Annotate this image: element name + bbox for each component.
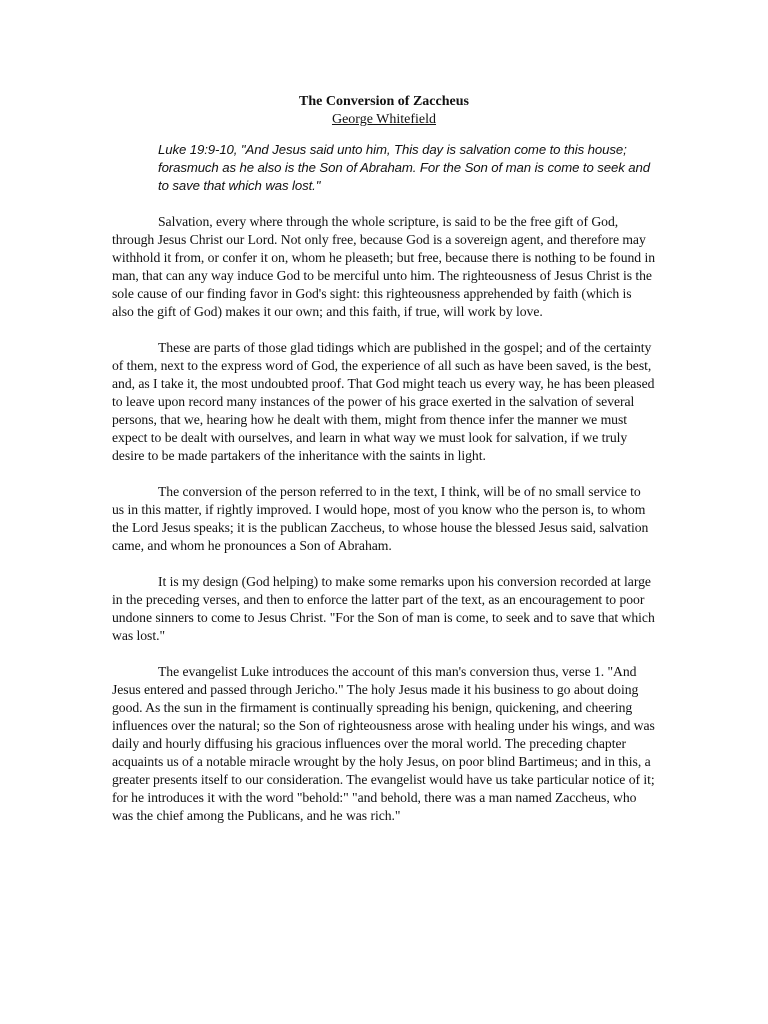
- author-name: George Whitefield: [331, 112, 437, 127]
- document-page: [112, 93, 656, 825]
- body-paragraph: Salvation, every where through the whole scripture, is said to be the free gift of God, through Jesus Christ our Lord. Not only free, because God is a sovereign agent, and therefore may withhold it from, or confer it on, whom he pleaseth; but free, because there is nothing to be found in man, that can any way induce God to be merciful unto him. The righteousness of Jesus Christ is the sole cause of our finding favor in God's sight: this righteousness apprehended by faith (which is also the gift of God) makes it our own; and this faith, if true, will work by love.: [112, 214, 656, 319]
- body-paragraph: The conversion of the person referred to in the text, I think, will be of no small service to us in this matter, if rightly improved. I would hope, most of you know who the person is, to whom the Lord Jesus speaks; it is the publican Zaccheus, to whose house the blessed Jesus said, salvation came, and whom he pronounces a Son of Abraham.: [112, 484, 649, 553]
- body-paragraph: It is my design (God helping) to make some remarks upon his conversion recorded at large in the preceding verses, and then to enforce the latter part of the text, as an encouragement to poor undone sinners to come to Jesus Christ. "For the Son of man is come, to seek and to save that which was lost.": [112, 574, 655, 643]
- scripture-epigraph: Luke 19:9-10, "And Jesus said unto him, This day is salvation come to this house; forasmuch as he also is the Son of Abraham. For the Son of man is come to seek and to save that which was lost.": [158, 142, 650, 193]
- body-paragraph: These are parts of those glad tidings which are published in the gospel; and of the certainty of them, next to the express word of God, the experience of all such as have been saved, is the best, and, as I take it, the most undoubted proof. That God might teach us every way, he has been pleased to leave upon record many instances of the power of his grace exerted in the salvation of several persons, that we, hearing how he dealt with them, might from thence infer the manner we must expect to be dealt with ourselves, and learn in what way we must look for salvation, if we truly desire to be made partakers of the inheritance with the saints in light.: [112, 340, 655, 463]
- document-author: [112, 111, 656, 129]
- document-title: The Conversion of Zaccheus: [299, 94, 469, 109]
- body-paragraph: The evangelist Luke introduces the account of this man's conversion thus, verse 1. "And Jesus entered and passed through Jericho." The holy Jesus made it his business to go about doing good. As the sun in the firmament is continually spreading his benign, quickening, and cheering influences over the natural; so the Son of righteousness arose with healing under his wings, and was daily and hourly diffusing his gracious influences over the moral world. The preceding chapter acquaints us of a notable miracle wrought by the holy Jesus, on poor blind Bartimeus; and in this, a greater presents itself to our consideration. The evangelist would have us take particular notice of it; for he introduces it with the word "behold:" "and behold, there was a man named Zaccheus, who was the chief among the Publicans, and he was rich.": [112, 664, 655, 823]
